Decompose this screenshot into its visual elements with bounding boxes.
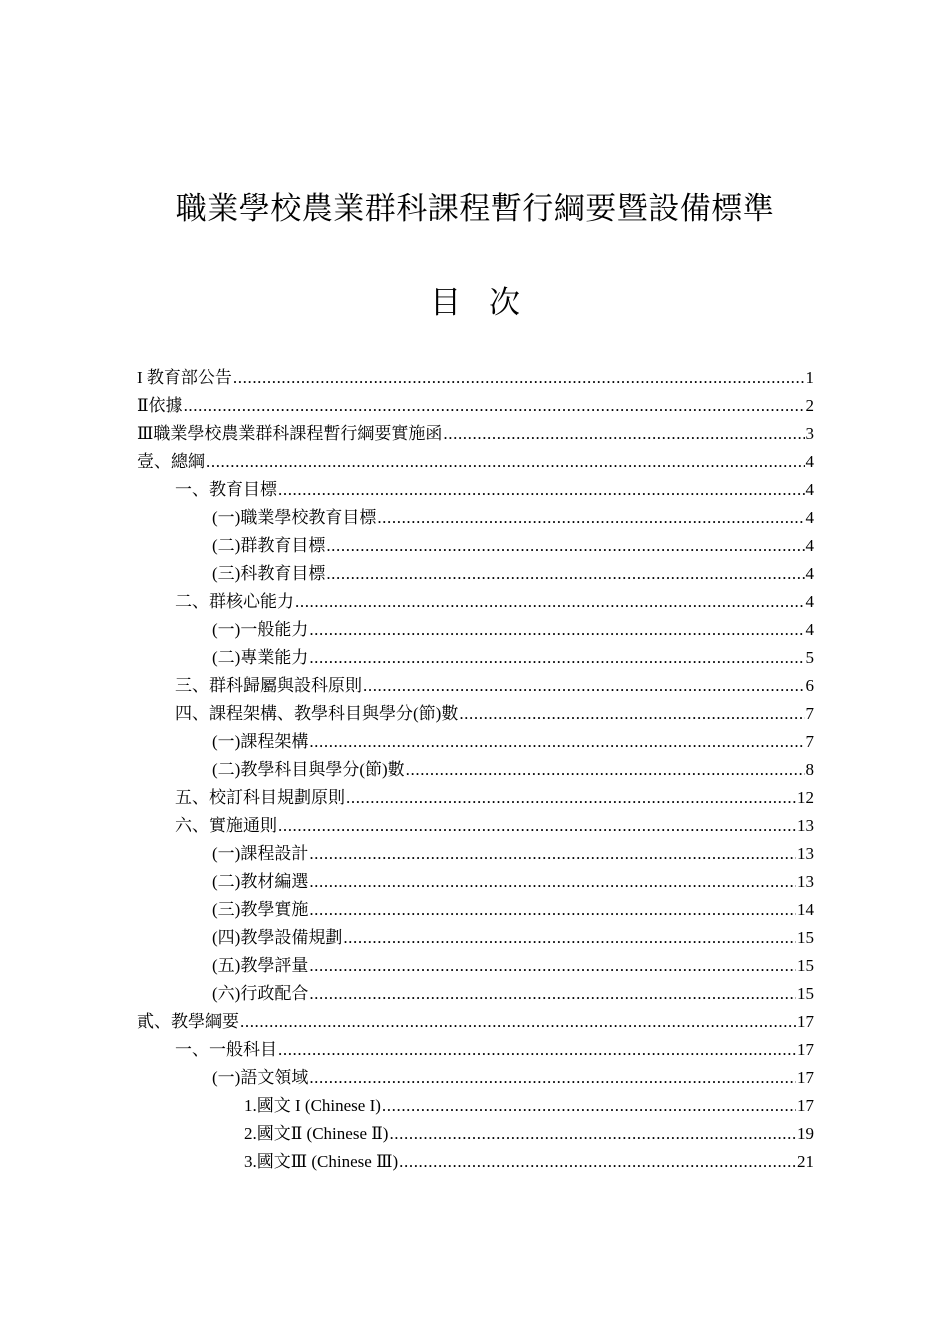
toc-entry-page-number: 4 — [805, 536, 814, 555]
toc-entry[interactable] — [137, 672, 814, 700]
toc-dot-leader — [295, 588, 805, 616]
toc-entry-page-number: 4 — [805, 620, 814, 639]
toc-entry-label: (二)教材編選 — [212, 872, 309, 891]
toc-entry-label: (六)行政配合 — [212, 984, 309, 1003]
toc-entry-page-number: 21 — [797, 1152, 814, 1171]
toc-dot-leader — [309, 896, 796, 924]
toc-entry-label: 一、教育目標 — [175, 480, 277, 499]
toc-entry-page-number: 4 — [805, 480, 814, 499]
toc-entry[interactable] — [137, 980, 814, 1008]
toc-entry-label: (四)教學設備規劃 — [212, 928, 343, 947]
toc-entry-label: (一)語文領域 — [212, 1068, 309, 1087]
toc-dot-leader — [382, 1092, 796, 1120]
toc-entry-label: (二)教學科目與學分(節)數 — [212, 760, 405, 779]
toc-entry-page-number: 17 — [797, 1040, 814, 1059]
toc-entry[interactable] — [137, 420, 814, 448]
toc-entry-page-number: 14 — [797, 900, 814, 919]
toc-dot-leader — [309, 616, 804, 644]
toc-dot-leader — [443, 420, 804, 448]
toc-entry-page-number: 19 — [797, 1124, 814, 1143]
toc-entry[interactable] — [137, 532, 814, 560]
toc-entry[interactable] — [137, 616, 814, 644]
toc-dot-leader — [377, 504, 804, 532]
toc-entry[interactable] — [137, 644, 814, 672]
toc-entry[interactable] — [137, 1036, 814, 1064]
toc-entry-label: I 教育部公告 — [137, 368, 232, 387]
toc-dot-leader — [278, 476, 805, 504]
toc-entry-label: (一)一般能力 — [212, 620, 309, 639]
toc-dot-leader — [326, 532, 804, 560]
toc-heading: 目次 — [430, 285, 548, 320]
toc-dot-leader — [363, 672, 805, 700]
toc-entry-page-number: 5 — [805, 648, 814, 667]
toc-entry[interactable] — [137, 476, 814, 504]
toc-entry-label: (二)專業能力 — [212, 648, 309, 667]
toc-entry-label: (一)職業學校教育目標 — [212, 508, 377, 527]
toc-entry-page-number: 4 — [805, 452, 814, 471]
toc-entry-label: (一)課程架構 — [212, 732, 309, 751]
toc-entry-label: Ⅲ職業學校農業群科課程暫行綱要實施函 — [137, 424, 443, 443]
toc-entry-page-number: 8 — [805, 760, 814, 779]
toc-entry-label: 五、校訂科目規劃原則 — [175, 788, 345, 807]
toc-entry[interactable] — [137, 1064, 814, 1092]
toc-entry[interactable] — [137, 1092, 814, 1120]
toc-entry-label: 六、實施通則 — [175, 816, 277, 835]
toc-entry-page-number: 15 — [797, 928, 814, 947]
toc-dot-leader — [233, 364, 805, 392]
toc-dot-leader — [309, 868, 796, 896]
toc-entry[interactable] — [137, 896, 814, 924]
toc-dot-leader — [326, 560, 804, 588]
toc-dot-leader — [459, 700, 804, 728]
toc-entry[interactable] — [137, 700, 814, 728]
toc-entry[interactable] — [137, 504, 814, 532]
table-of-contents — [137, 364, 814, 1176]
toc-entry[interactable] — [137, 952, 814, 980]
toc-entry-page-number: 7 — [805, 704, 814, 723]
toc-entry[interactable] — [137, 392, 814, 420]
toc-entry-page-number: 7 — [805, 732, 814, 751]
toc-entry-label: (一)課程設計 — [212, 844, 309, 863]
toc-entry[interactable] — [137, 812, 814, 840]
toc-entry[interactable] — [137, 448, 814, 476]
toc-entry[interactable] — [137, 784, 814, 812]
toc-dot-leader — [343, 924, 796, 952]
toc-dot-leader — [309, 728, 804, 756]
toc-entry-page-number: 6 — [805, 676, 814, 695]
toc-entry-page-number: 4 — [805, 564, 814, 583]
toc-entry-label: 四、課程架構、教學科目與學分(節)數 — [175, 704, 459, 723]
toc-dot-leader — [309, 1064, 796, 1092]
toc-entry[interactable] — [137, 728, 814, 756]
toc-dot-leader — [240, 1008, 796, 1036]
toc-dot-leader — [184, 392, 805, 420]
toc-entry[interactable] — [137, 1120, 814, 1148]
toc-entry-page-number: 15 — [797, 984, 814, 1003]
toc-entry[interactable] — [137, 364, 814, 392]
toc-entry-label: 貳、教學綱要 — [137, 1012, 239, 1031]
toc-entry[interactable] — [137, 868, 814, 896]
toc-dot-leader — [309, 980, 796, 1008]
toc-entry-page-number: 13 — [797, 872, 814, 891]
toc-entry-page-number: 4 — [805, 508, 814, 527]
toc-entry[interactable] — [137, 588, 814, 616]
toc-entry[interactable] — [137, 560, 814, 588]
toc-entry-page-number: 13 — [797, 816, 814, 835]
toc-entry-page-number: 15 — [797, 956, 814, 975]
toc-entry-label: (三)科教育目標 — [212, 564, 326, 583]
toc-dot-leader — [309, 952, 796, 980]
toc-entry-page-number: 13 — [797, 844, 814, 863]
document-title: 職業學校農業群科課程暫行綱要暨設備標準 — [175, 191, 775, 226]
toc-entry-label: (五)教學評量 — [212, 956, 309, 975]
toc-entry-label: (二)群教育目標 — [212, 536, 326, 555]
toc-entry-label: (三)教學實施 — [212, 900, 309, 919]
toc-entry-label: Ⅱ依據 — [137, 396, 183, 415]
toc-dot-leader — [399, 1148, 796, 1176]
toc-dot-leader — [278, 812, 796, 840]
toc-entry[interactable] — [137, 840, 814, 868]
toc-entry-label: 三、群科歸屬與設科原則 — [175, 676, 362, 695]
toc-entry[interactable] — [137, 1008, 814, 1036]
toc-entry[interactable] — [137, 1148, 814, 1176]
toc-entry-label: 一、一般科目 — [175, 1040, 277, 1059]
toc-entry-label: 二、群核心能力 — [175, 592, 294, 611]
toc-dot-leader — [309, 644, 804, 672]
toc-entry[interactable] — [137, 924, 814, 952]
toc-dot-leader — [309, 840, 796, 868]
toc-entry-label: 2.國文Ⅱ (Chinese Ⅱ) — [244, 1124, 389, 1143]
toc-entry-page-number: 17 — [797, 1068, 814, 1087]
toc-entry-page-number: 1 — [805, 368, 814, 387]
toc-entry-page-number: 12 — [797, 788, 814, 807]
toc-entry-page-number: 17 — [797, 1096, 814, 1115]
toc-entry-page-number: 2 — [805, 396, 814, 415]
toc-dot-leader — [389, 1120, 796, 1148]
toc-entry-label: 3.國文Ⅲ (Chinese Ⅲ) — [244, 1152, 399, 1171]
toc-dot-leader — [346, 784, 796, 812]
toc-entry-label: 1.國文 I (Chinese I) — [244, 1096, 381, 1115]
toc-entry-page-number: 3 — [805, 424, 814, 443]
toc-dot-leader — [406, 756, 805, 784]
toc-entry-page-number: 4 — [805, 592, 814, 611]
toc-entry-page-number: 17 — [797, 1012, 814, 1031]
toc-entry[interactable] — [137, 756, 814, 784]
toc-entry-label: 壹、總綱 — [137, 452, 205, 471]
toc-dot-leader — [206, 448, 805, 476]
toc-dot-leader — [278, 1036, 796, 1064]
